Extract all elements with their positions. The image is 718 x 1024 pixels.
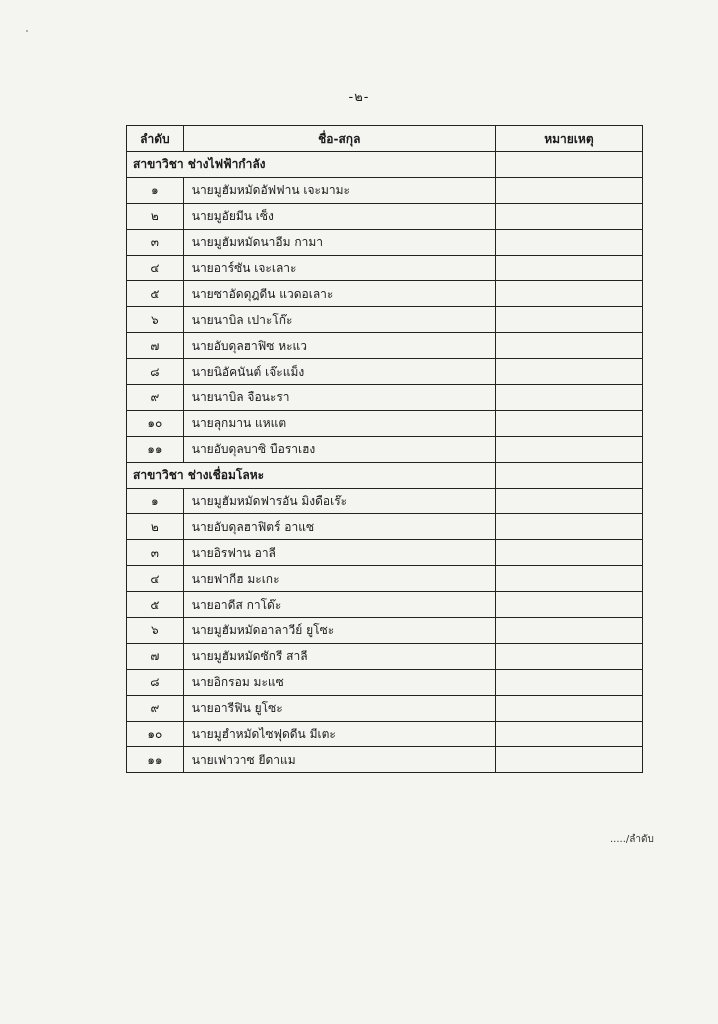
table-row	[127, 643, 643, 669]
remark-cell	[495, 514, 642, 540]
section-title: สาขาวิชา ช่างเชื่อมโลหะ	[127, 462, 496, 488]
row-name: นายอิรฟาน อาลี	[183, 540, 495, 566]
remark-cell	[495, 385, 642, 411]
header-remark: หมายเหตุ	[495, 126, 642, 152]
table-row	[127, 385, 643, 411]
table-row	[127, 333, 643, 359]
table-row	[127, 592, 643, 618]
section-title: สาขาวิชา ช่างไฟฟ้ากำลัง	[127, 152, 496, 178]
remark-cell	[495, 203, 642, 229]
table-row	[127, 669, 643, 695]
row-number: ๗	[127, 333, 184, 359]
row-number: ๑๐	[127, 721, 184, 747]
row-number: ๘	[127, 359, 184, 385]
row-number: ๑๐	[127, 410, 184, 436]
remark-cell	[495, 618, 642, 644]
row-number: ๔	[127, 566, 184, 592]
row-number: ๑๑	[127, 436, 184, 462]
row-name: นายอับดุลฮาฟิตร์ อาแซ	[183, 514, 495, 540]
table-row	[127, 177, 643, 203]
remark-cell	[495, 410, 642, 436]
header-name: ชื่อ-สกุล	[183, 126, 495, 152]
table-row	[127, 359, 643, 385]
row-name: นายอาดีส กาโด๊ะ	[183, 592, 495, 618]
table-row	[127, 436, 643, 462]
row-number: ๑	[127, 488, 184, 514]
section-row-electrical	[127, 152, 643, 178]
row-name: นายซาอัดดุฎดีน แวดอเลาะ	[183, 281, 495, 307]
row-number: ๖	[127, 618, 184, 644]
header-order: ลำดับ	[127, 126, 184, 152]
scan-speck	[26, 30, 28, 32]
remark-cell	[495, 281, 642, 307]
table-row	[127, 255, 643, 281]
row-number: ๑๑	[127, 747, 184, 773]
table-row	[127, 540, 643, 566]
remark-cell	[495, 229, 642, 255]
table-row	[127, 410, 643, 436]
row-number: ๒	[127, 514, 184, 540]
row-number: ๙	[127, 385, 184, 411]
row-number: ๙	[127, 695, 184, 721]
remark-cell	[495, 307, 642, 333]
remark-cell	[495, 462, 642, 488]
row-name: นายอิกรอม มะแซ	[183, 669, 495, 695]
row-name: นายมูฮัมหมัดอัฟฟาน เจะมามะ	[183, 177, 495, 203]
row-name: นายมูฮัมหมัดอาลาวีย์ ยูโซะ	[183, 618, 495, 644]
row-name: นายอับดุลฮาฟิซ หะแว	[183, 333, 495, 359]
table-row	[127, 618, 643, 644]
table-row	[127, 566, 643, 592]
row-name: นายมูฮัมหมัดซักรี สาลี	[183, 643, 495, 669]
section-row-welding	[127, 462, 643, 488]
row-name: นายมูฮัมหมัดนาอีม กามา	[183, 229, 495, 255]
table-row	[127, 281, 643, 307]
page-number: -๒-	[348, 90, 370, 105]
row-number: ๓	[127, 229, 184, 255]
row-number: ๔	[127, 255, 184, 281]
row-name: นายลุกมาน แหแต	[183, 410, 495, 436]
table-row	[127, 488, 643, 514]
remark-cell	[495, 333, 642, 359]
student-list-table	[126, 125, 643, 773]
remark-cell	[495, 592, 642, 618]
table-row	[127, 721, 643, 747]
row-name: นายอับดุลบาซิ บือราเฮง	[183, 436, 495, 462]
row-name: นายนาบิล จือนะรา	[183, 385, 495, 411]
remark-cell	[495, 643, 642, 669]
table-row	[127, 203, 643, 229]
row-number: ๕	[127, 281, 184, 307]
remark-cell	[495, 540, 642, 566]
table-row	[127, 514, 643, 540]
remark-cell	[495, 747, 642, 773]
continuation-note: ...../ลำดับ	[610, 834, 654, 845]
row-name: นายเฟาวาซ ยีดาแม	[183, 747, 495, 773]
row-number: ๑	[127, 177, 184, 203]
row-name: นายมูฮำหมัดไซฟุดดีน มีเตะ	[183, 721, 495, 747]
remark-cell	[495, 152, 642, 178]
table-row	[127, 229, 643, 255]
row-name: นายมูฮัมหมัดฟารอัน มิงดือเร๊ะ	[183, 488, 495, 514]
row-number: ๘	[127, 669, 184, 695]
row-name: นายมูอัยมีน เซ็ง	[183, 203, 495, 229]
remark-cell	[495, 721, 642, 747]
row-name: นายอาร์ซัน เจะเลาะ	[183, 255, 495, 281]
row-name: นายนิอัคนันต์ เจ๊ะแม็ง	[183, 359, 495, 385]
row-number: ๗	[127, 643, 184, 669]
row-number: ๓	[127, 540, 184, 566]
remark-cell	[495, 669, 642, 695]
table-header-row	[127, 126, 643, 152]
row-name: นายฟากีฮ มะเกะ	[183, 566, 495, 592]
row-number: ๕	[127, 592, 184, 618]
table-row	[127, 307, 643, 333]
row-name: นายอารีฟิน ยูโซะ	[183, 695, 495, 721]
remark-cell	[495, 488, 642, 514]
row-number: ๒	[127, 203, 184, 229]
remark-cell	[495, 177, 642, 203]
remark-cell	[495, 255, 642, 281]
remark-cell	[495, 695, 642, 721]
table-row	[127, 747, 643, 773]
row-name: นายนาบิล เปาะโก๊ะ	[183, 307, 495, 333]
remark-cell	[495, 359, 642, 385]
remark-cell	[495, 436, 642, 462]
table-row	[127, 695, 643, 721]
row-number: ๖	[127, 307, 184, 333]
remark-cell	[495, 566, 642, 592]
